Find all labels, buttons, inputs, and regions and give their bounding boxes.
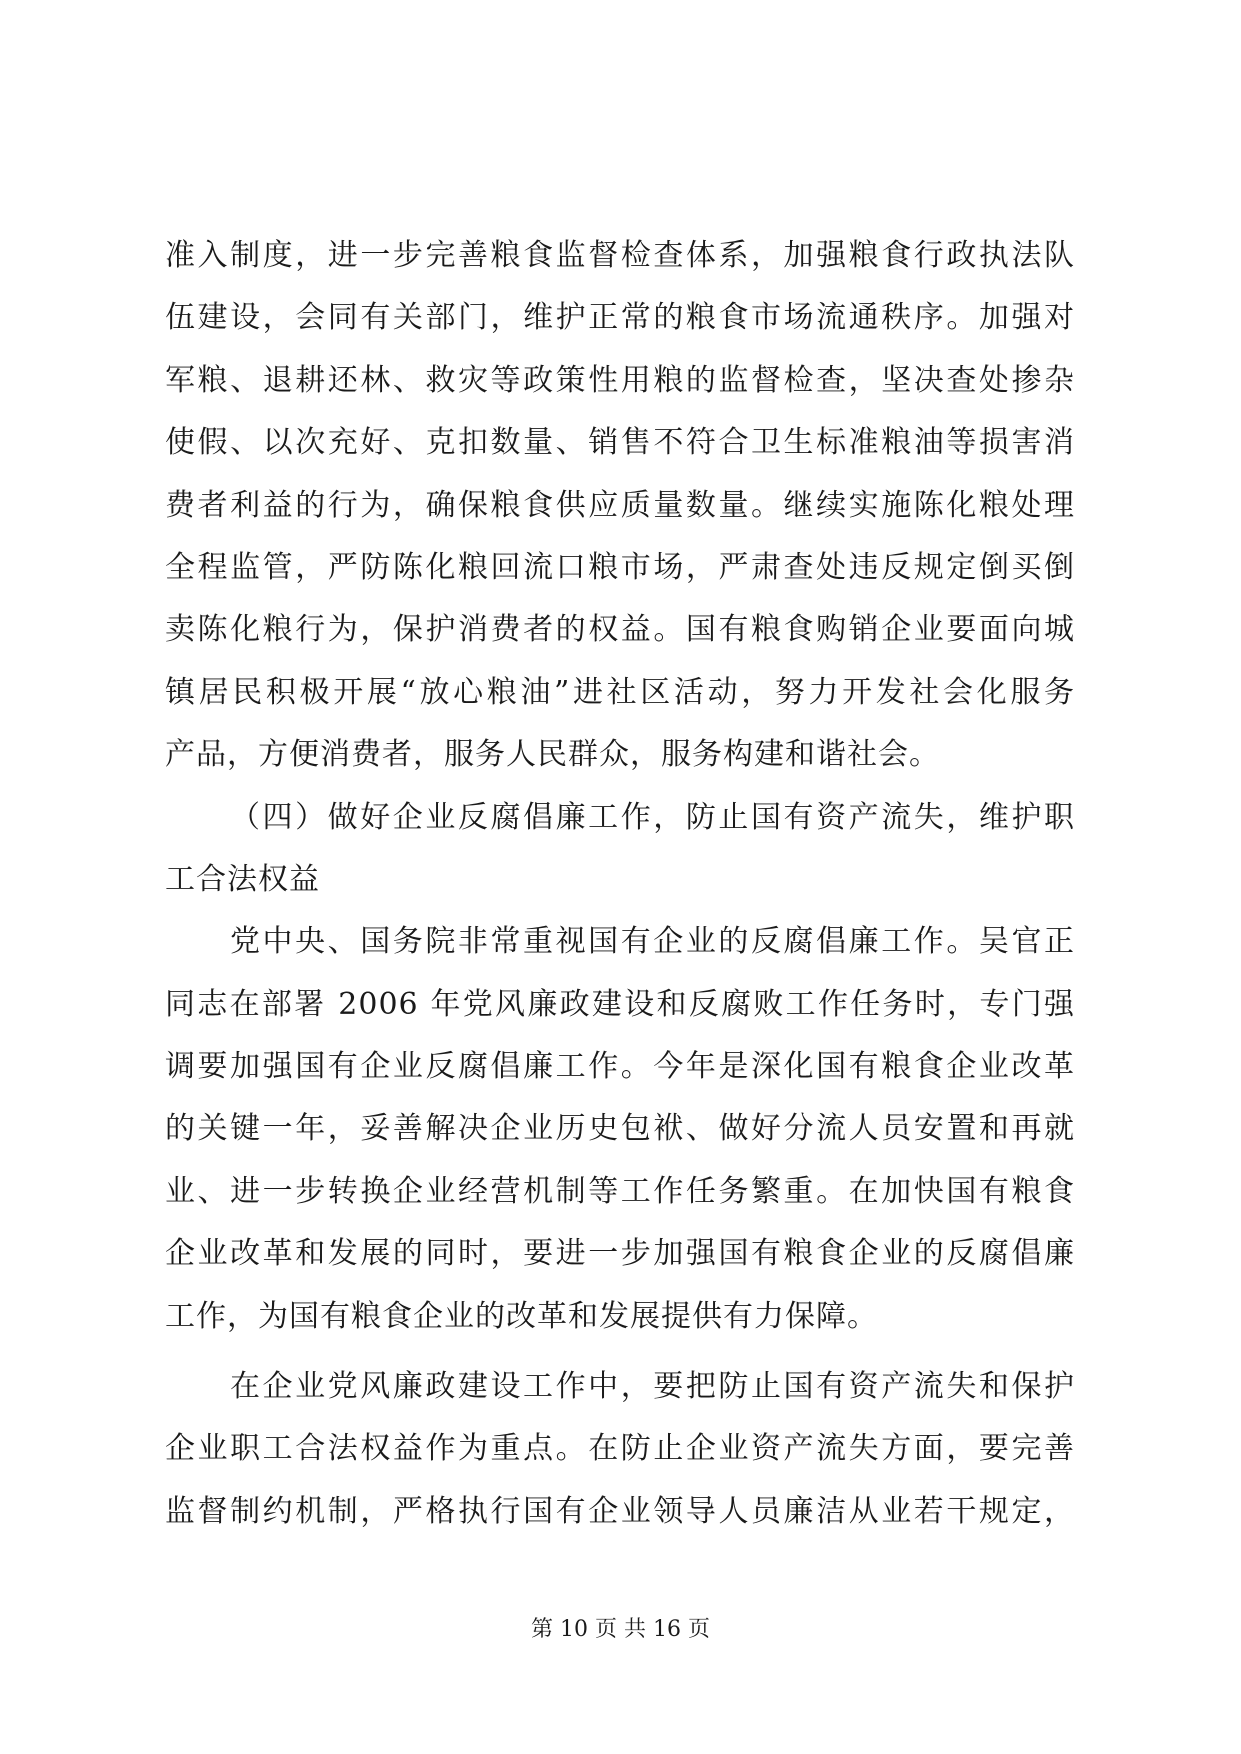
heading-line: （四）做好企业反腐倡廉工作，防止国有资产流失，维护职	[230, 799, 1075, 835]
text-line: 工作，为国有粮食企业的改革和发展提供有力保障。	[165, 1298, 878, 1334]
text-line: 使假、以次充好、克扣数量、销售不符合卫生标准粮油等损害消	[165, 425, 1075, 461]
paragraph-gap	[165, 1348, 1075, 1356]
text-line: 业、进一步转换企业经营机制等工作任务繁重。在加快国有粮食	[165, 1173, 1075, 1209]
text-line: 企业职工合法权益作为重点。在防止企业资产流失方面，要完善	[165, 1431, 1075, 1467]
text-line: 镇居民积极开展“放心粮油”进社区活动，努力开发社会化服务	[165, 674, 1075, 710]
text-line: 费者利益的行为，确保粮食供应质量数量。继续实施陈化粮处理	[165, 487, 1075, 523]
text-line: 企业改革和发展的同时，要进一步加强国有粮食企业的反腐倡廉	[165, 1236, 1075, 1272]
section-heading-4	[165, 787, 1075, 912]
text-line: 的关键一年，妥善解决企业历史包袱、做好分流人员安置和再就	[165, 1111, 1075, 1147]
text-line: 监督制约机制，严格执行国有企业领导人员廉洁从业若干规定，	[165, 1493, 1075, 1529]
paragraph-grain-market-supervision	[165, 225, 1075, 787]
document-body	[165, 225, 1075, 1543]
heading-line: 工合法权益	[165, 861, 320, 897]
text-line: 全程监管，严防陈化粮回流口粮市场，严肃查处违反规定倒买倒	[165, 549, 1075, 585]
text-line: 军粮、退耕还林、救灾等政策性用粮的监督检查，坚决查处掺杂	[165, 362, 1075, 398]
text-line: 调要加强国有企业反腐倡廉工作。今年是深化国有粮食企业改革	[165, 1049, 1075, 1085]
page-number-footer: 第 10 页 共 16 页	[531, 1617, 710, 1642]
text-line: 准入制度，进一步完善粮食监督检查体系，加强粮食行政执法队	[165, 238, 1075, 273]
text-line: 同志在部署 2006 年党风廉政建设和反腐败工作任务时，专门强	[165, 986, 1075, 1022]
text-line: 产品，方便消费者，服务人民群众，服务构建和谐社会。	[165, 737, 940, 773]
paragraph-anti-corruption	[165, 911, 1075, 1348]
text-line: 党中央、国务院非常重视国有企业的反腐倡廉工作。吴官正	[230, 924, 1075, 960]
paragraph-asset-protection	[165, 1356, 1075, 1543]
text-line: 在企业党风廉政建设工作中，要把防止国有资产流失和保护	[230, 1369, 1075, 1405]
text-line: 卖陈化粮行为，保护消费者的权益。国有粮食购销企业要面向城	[165, 612, 1075, 648]
text-line: 伍建设，会同有关部门，维护正常的粮食市场流通秩序。加强对	[165, 300, 1075, 336]
